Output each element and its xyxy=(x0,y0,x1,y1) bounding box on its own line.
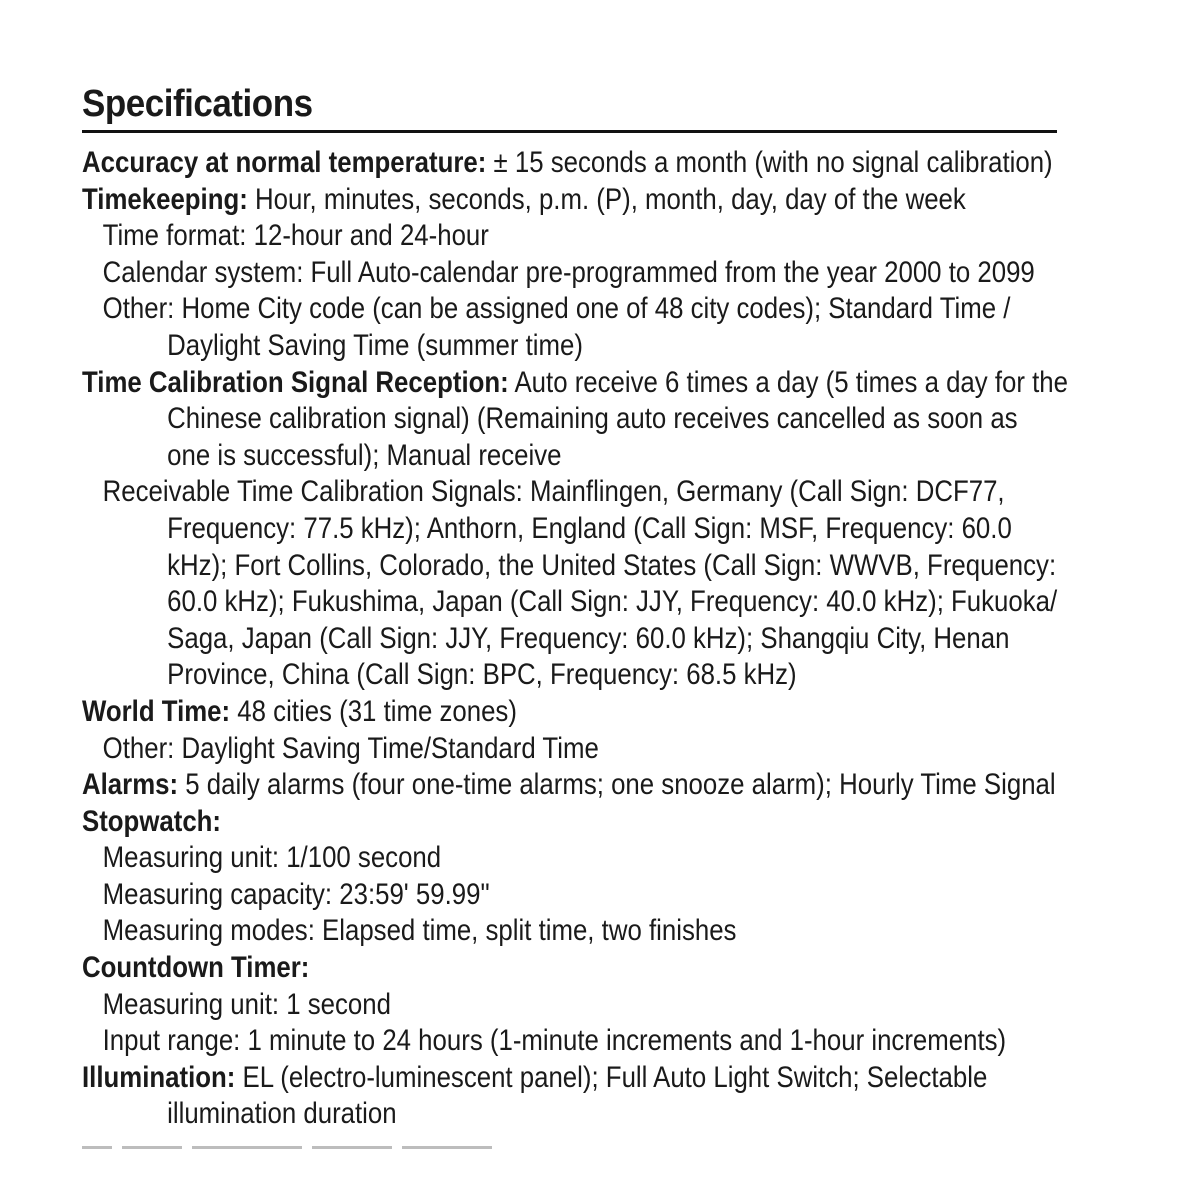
spec-list xyxy=(82,145,1069,1133)
spec-value: Other: Daylight Saving Time/Standard Time xyxy=(102,731,599,765)
spec-line xyxy=(82,1096,921,1133)
spec-value: Measuring capacity: 23:59' 59.99" xyxy=(102,877,490,911)
spec-label: Time Calibration Signal Reception: xyxy=(82,365,509,399)
spec-value: Measuring unit: 1/100 second xyxy=(102,841,442,875)
spec-value: Receivable Time Calibration Signals: Mainflingen, Germany (Call Sign: DCF77, xyxy=(102,475,1005,509)
cut-off-text-line xyxy=(82,1146,502,1152)
spec-line xyxy=(82,767,1056,804)
spec-line xyxy=(82,438,921,475)
spec-line xyxy=(82,511,1012,548)
spec-value: EL (electro-luminescent panel); Full Auto Light Switch; Selectable xyxy=(235,1060,988,1094)
spec-line xyxy=(82,548,1057,585)
spec-line xyxy=(82,474,1005,511)
spec-value: Measuring modes: Elapsed time, split time, two finishes xyxy=(102,914,737,948)
spec-label: Stopwatch: xyxy=(82,804,222,838)
spec-value: Measuring unit: 1 second xyxy=(102,987,391,1021)
spec-value: 60.0 kHz); Fukushima, Japan (Call Sign: JJY, Frequency: 40.0 kHz); Fukuoka/ xyxy=(167,585,1058,619)
spec-line xyxy=(82,950,921,987)
spec-line xyxy=(82,182,966,219)
spec-value: Auto receive 6 times a day (5 times a day for the xyxy=(508,365,1069,399)
spec-value: Other: Home City code (can be assigned one of 48 city codes); Standard Time / xyxy=(102,292,1011,326)
spec-line xyxy=(82,840,921,877)
spec-line xyxy=(82,145,1053,182)
spec-value: Saga, Japan (Call Sign: JJY, Frequency: 60.0 kHz); Shangqiu City, Henan xyxy=(167,621,1010,655)
spec-line xyxy=(82,987,921,1024)
spec-line xyxy=(82,218,921,255)
spec-line xyxy=(82,1023,1007,1060)
spec-label: Countdown Timer: xyxy=(82,951,310,985)
spec-value: Time format: 12-hour and 24-hour xyxy=(102,219,489,253)
spec-label: Timekeeping: xyxy=(82,182,248,216)
spec-value: Calendar system: Full Auto-calendar pre-programmed from the year 2000 to 2099 xyxy=(102,255,1035,289)
spec-value: 48 cities (31 time zones) xyxy=(230,694,517,728)
spec-value: Input range: 1 minute to 24 hours (1-minute increments and 1-hour increments) xyxy=(102,1024,1007,1058)
spec-line xyxy=(82,291,1011,328)
spec-value: 5 daily alarms (four one-time alarms; one snooze alarm); Hourly Time Signal xyxy=(178,768,1056,802)
spec-value: ± 15 seconds a month (with no signal calibration) xyxy=(486,146,1053,179)
spec-line xyxy=(82,731,921,768)
spec-value: Chinese calibration signal) (Remaining auto receives cancelled as soon as xyxy=(167,402,1018,436)
title-rule xyxy=(82,130,1057,133)
spec-value: Province, China (Call Sign: BPC, Frequency: 68.5 kHz) xyxy=(167,658,797,692)
spec-line xyxy=(82,401,1018,438)
spec-line xyxy=(82,328,921,365)
specifications-document xyxy=(82,80,1069,1133)
spec-line xyxy=(82,877,921,914)
spec-value: Daylight Saving Time (summer time) xyxy=(167,328,583,362)
spec-value: Frequency: 77.5 kHz); Anthorn, England (Call Sign: MSF, Frequency: 60.0 xyxy=(167,511,1012,545)
spec-label: Illumination: xyxy=(82,1060,236,1094)
spec-label: Accuracy at normal temperature: xyxy=(82,146,487,179)
spec-line xyxy=(82,657,921,694)
spec-value: Hour, minutes, seconds, p.m. (P), month, day, day of the week xyxy=(247,182,966,216)
spec-label: World Time: xyxy=(82,694,231,728)
spec-line xyxy=(82,365,1069,402)
spec-line xyxy=(82,1060,988,1097)
spec-value: kHz); Fort Collins, Colorado, the United States (Call Sign: WWVB, Frequency: xyxy=(167,548,1057,582)
spec-line xyxy=(82,255,1035,292)
spec-line xyxy=(82,584,1058,621)
page-title: Specifications xyxy=(82,83,313,125)
spec-line xyxy=(82,804,921,841)
spec-line xyxy=(82,694,921,731)
spec-value: illumination duration xyxy=(167,1097,397,1131)
spec-line xyxy=(82,621,1010,658)
spec-label: Alarms: xyxy=(82,768,179,802)
spec-value: one is successful); Manual receive xyxy=(167,438,562,472)
spec-line xyxy=(82,913,921,950)
